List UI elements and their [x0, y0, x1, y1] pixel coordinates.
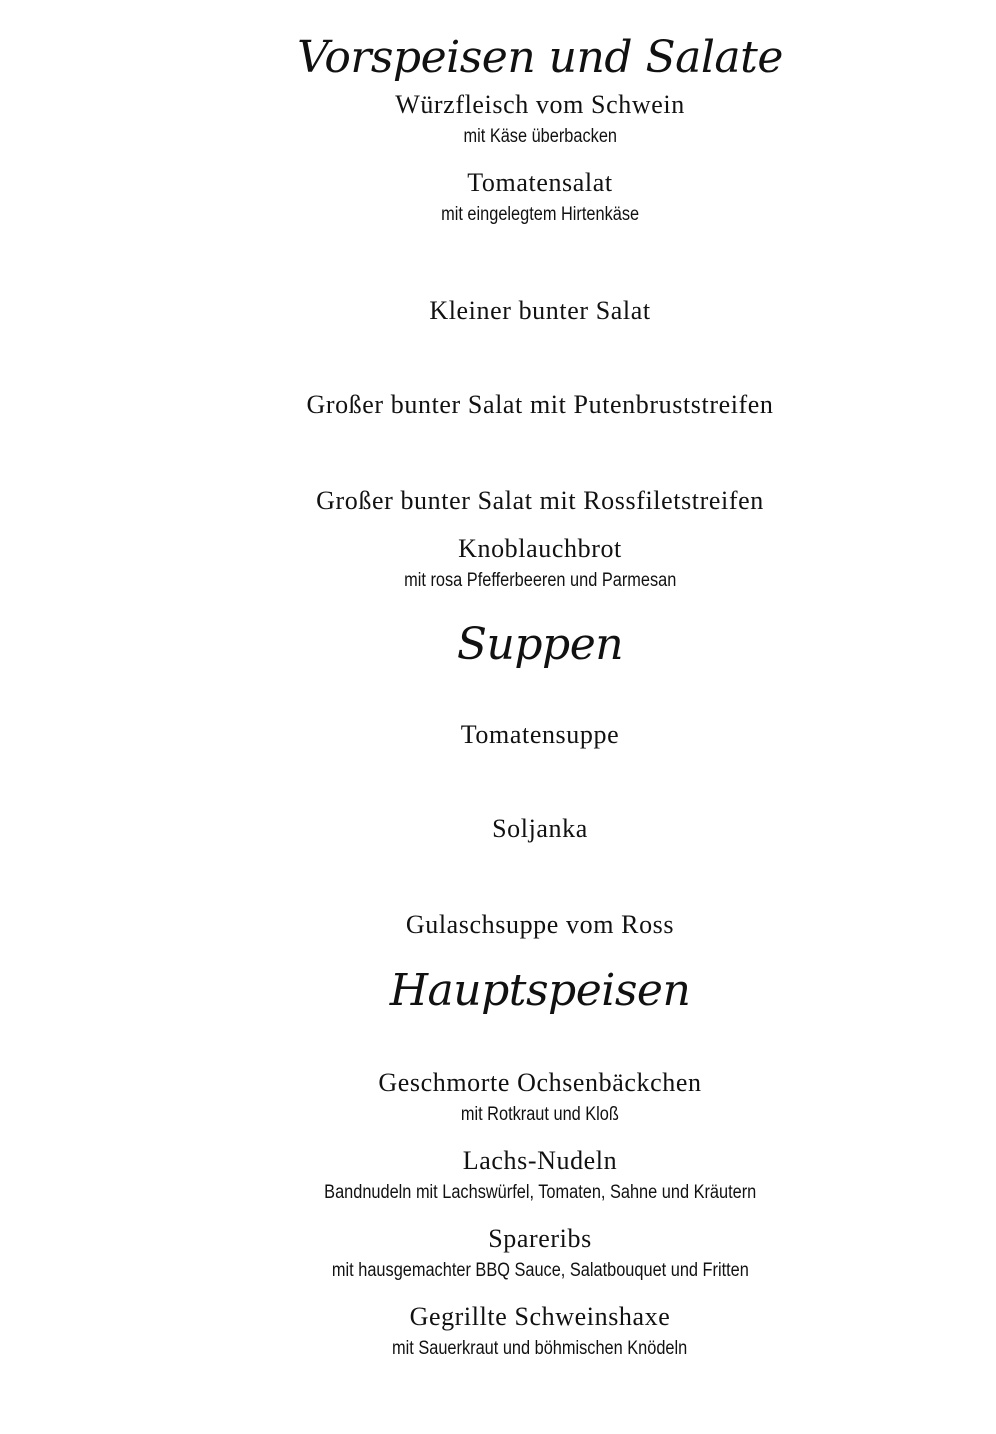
dish-name: Gulaschsuppe vom Ross — [405, 910, 675, 939]
dish-name: Tomatensalat — [467, 168, 613, 197]
dish-name: Geschmorte Ochsenbäckchen — [378, 1068, 702, 1097]
dish-description: mit rosa Pfefferbeeren und Parmesan — [403, 570, 677, 591]
dish-description: mit Rotkraut und Kloß — [460, 1104, 620, 1125]
dish-name: Lachs-Nudeln — [462, 1146, 618, 1175]
dish-name: Gegrillte Schweinshaxe — [409, 1302, 671, 1331]
section-title-vorspeisen: Vorspeisen und Salate — [297, 32, 783, 83]
dish-description: mit Sauerkraut und böhmischen Knödeln — [392, 1338, 688, 1359]
dish-description: mit hausgemachter BBQ Sauce, Salatbouquet und Fritten — [331, 1260, 749, 1281]
dish-name: Großer bunter Salat mit Putenbruststreifen — [306, 390, 774, 419]
dish-name: Spareribs — [488, 1224, 592, 1253]
dish-name: Tomatensuppe — [460, 720, 620, 749]
section-title-hauptspeisen: Hauptspeisen — [389, 965, 691, 1016]
dish-name: Knoblauchbrot — [458, 534, 622, 563]
dish-name: Großer bunter Salat mit Rossfiletstreifen — [316, 486, 764, 515]
dish-name: Kleiner bunter Salat — [429, 296, 651, 325]
dish-description: Bandnudeln mit Lachswürfel, Tomaten, Sahne und Kräutern — [323, 1182, 757, 1203]
dish-name: Würzfleisch vom Schwein — [395, 90, 685, 119]
dish-name: Soljanka — [492, 814, 588, 843]
dish-description: mit Käse überbacken — [463, 126, 617, 147]
section-title-suppen: Suppen — [456, 619, 624, 670]
dish-description: mit eingelegtem Hirtenkäse — [441, 204, 639, 225]
